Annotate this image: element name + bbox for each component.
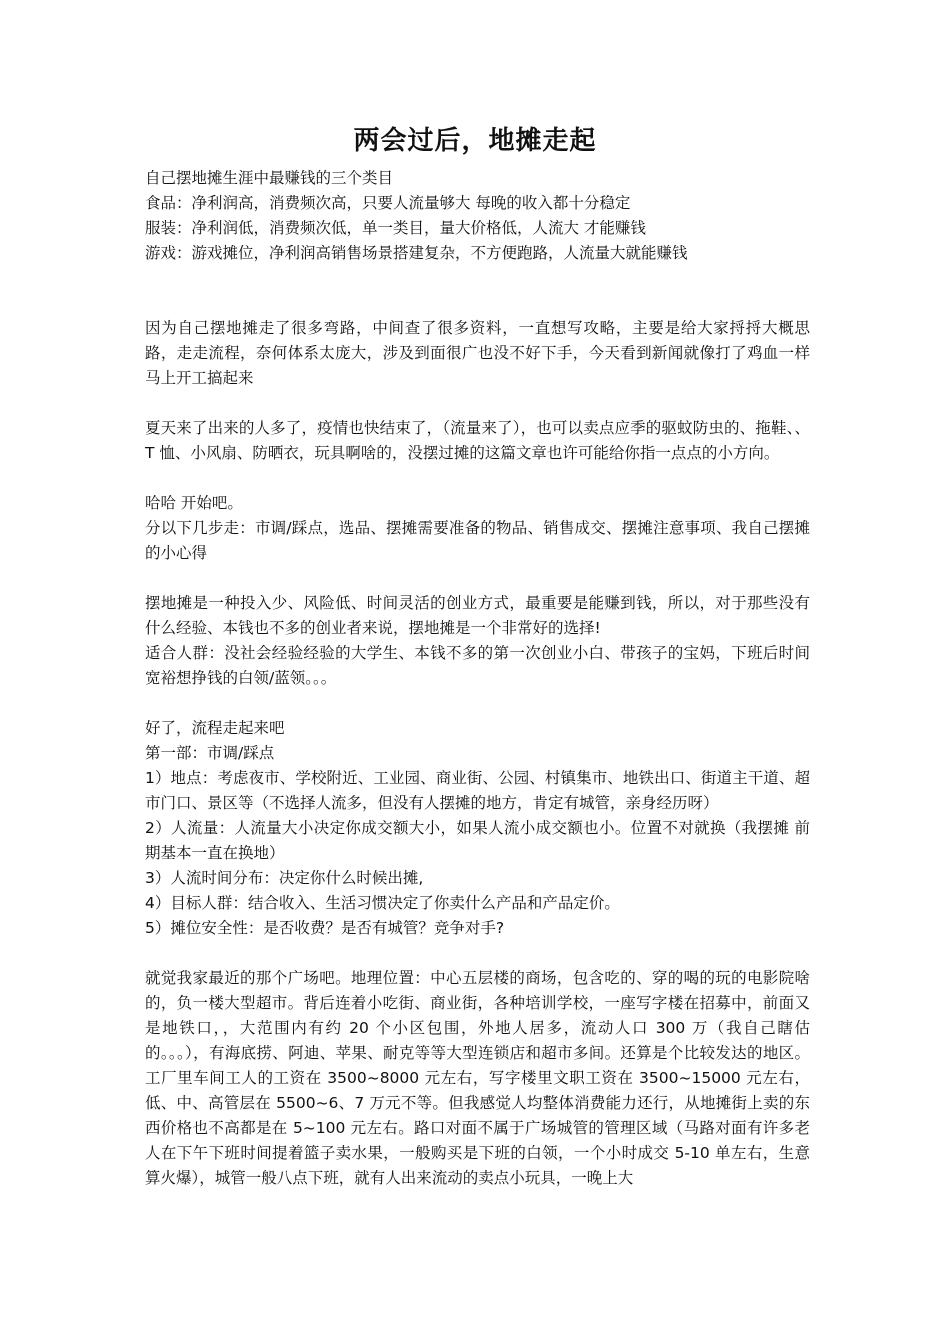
spacer [145,466,810,491]
spacer [145,941,810,966]
intro-games: 游戏：游戏摊位，净利润高销售场景搭建复杂，不方便跑路，人流量大就能赚钱 [145,244,688,262]
process-part1-heading: 第一部：市调/踩点 [145,744,275,762]
paragraph-steps: 分以下几步走：市调/踩点，选品、摆摊需要准备的物品、销售成交、摆摊注意事项、我自己摆摊的小心得 [145,519,810,562]
spacer [145,566,810,591]
list-item: 4）目标人群：结合收入、生活习惯决定了你卖什么产品和产品定价。 [145,894,620,912]
document-body [145,166,810,1191]
spacer [145,391,810,416]
paragraph-audience: 适合人群：没社会经验经验的大学生、本钱不多的第一次创业小白、带孩子的宝妈，下班后时间宽裕想挣钱的白领/蓝领。。。 [145,644,810,687]
paragraph-motivation: 因为自己摆地摊走了很多弯路，中间查了很多资料，一直想写攻略，主要是给大家捋捋大概思路，走走流程，奈何体系太庞大，涉及到面很广也没不好下手，今天看到新闻就像打了鸡血一样马上开工搞起来 [145,319,810,387]
list-item: 5）摊位安全性：是否收费？是否有城管？竞争对手? [145,919,505,937]
intro-food: 食品：净利润高，消费频次高，只要人流量够大 每晚的收入都十分稳定 [145,194,631,212]
paragraph-start: 哈哈 开始吧。 [145,494,243,512]
paragraph-summer: 夏天来了出来的人多了，疫情也快结束了，（流量来了），也可以卖点应季的驱蚊防虫的、拖鞋、、T 恤、小风扇、防晒衣，玩具啊啥的，没摆过摊的这篇文章也许可能给你指一点点的小方向。 [145,419,810,462]
list-item: 1）地点：考虑夜市、学校附近、工业园、商业街、公园、村镇集市、地铁出口、街道主干道、超市门口、景区等（不选择人流多，但没有人摆摊的地方，肯定有城管，亲身经历呀） [145,769,810,812]
document-title: 两会过后，地摊走起 [353,126,597,156]
intro-heading: 自己摆地摊生涯中最赚钱的三个类目 [145,169,394,187]
process-start: 好了，流程走起来吧 [145,719,285,737]
intro-clothing: 服装：净利润低，消费频次低，单一类目，量大价格低，人流大 才能赚钱 [145,219,646,237]
list-item: 3）人流时间分布：决定你什么时候出摊, [145,869,424,887]
paragraph-advantages: 摆地摊是一种投入少、风险低、时间灵活的创业方式，最重要是能赚到钱，所以，对于那些没有什么经验、本钱也不多的创业者来说，摆地摊是一个非常好的选择! [145,594,810,637]
spacer [145,266,810,316]
spacer [145,691,810,716]
paragraph-example: 就觉我家最近的那个广场吧。地理位置：中心五层楼的商场，包含吃的、穿的喝的玩的电影院啥的，负一楼大型超市。背后连着小吃街、商业街，各种培训学校，一座写字楼在招募中，前面又是地铁口，，大范围内有约 20 个小区包围，外地人居多，流动人口 300 万（我自己瞎估的。。。），有海底捞、阿迪、苹果、耐克等等大型连锁店和超市多间。还算是个比较发达的地区。工厂里车间工人的工资在 3500~8000 元左右，写字楼里文职工资在 3500~15000 元左右，低、中、高管层在 5500~6、7 万元不等。但我感觉人均整体消费能力还行，从地摊街上卖的东西价格也不高都是在 5~100 元左右。路口对面不属于广场城管的管理区域（马路对面有许多老人在下午下班时间提着篮子卖水果，一般购买是下班的白领，一个小时成交 5-10 单左右，生意算火爆），城管一般八点下班，就有人出来流动的卖点小玩具，一晚上大 [145,969,810,1187]
list-item: 2）人流量：人流量大小决定你成交额大小，如果人流小成交额也小。位置不对就换（我摆摊 前期基本一直在换地） [145,819,810,862]
